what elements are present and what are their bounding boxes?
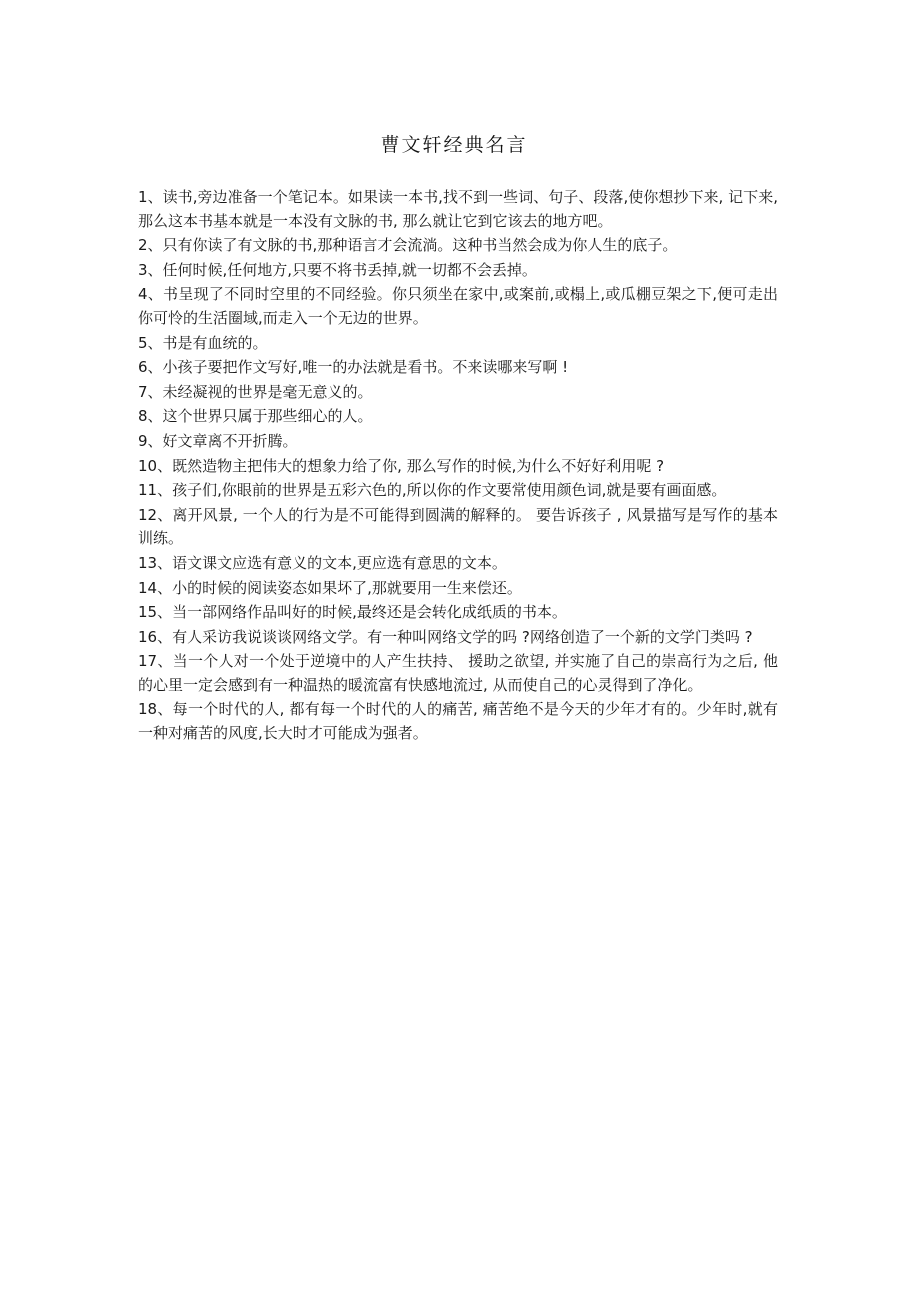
quote-item: 15、当一部网络作品叫好的时候,最终还是会转化成纸质的书本。 xyxy=(138,603,567,622)
quote-item: 18、每一个时代的人, 都有每一个时代的人的痛苦, 痛苦绝不是今天的少年才有的。少年时,就有一种对痛苦的风度,长大时才可能成为强者。 xyxy=(138,700,778,743)
quote-item: 7、未经凝视的世界是毫无意义的。 xyxy=(138,382,373,401)
quote-item: 13、语文课文应选有意义的文本,更应选有意思的文本。 xyxy=(138,553,507,572)
quote-item: 4、书呈现了不同时空里的不同经验。你只须坐在家中,或案前,或榻上,或瓜棚豆架之下,便可走出你可怜的生活圈域,而走入一个无边的世界。 xyxy=(138,285,778,327)
quote-item: 10、既然造物主把伟大的想象力给了你, 那么写作的时候,为什么不好好利用呢 ? xyxy=(138,456,665,475)
quote-item: 16、有人采访我说谈谈网络文学。有一种叫网络文学的吗 ?网络创造了一个新的文学门类吗 ? xyxy=(138,627,753,646)
quote-item: 11、孩子们,你眼前的世界是五彩六色的,所以你的作文要常使用颜色词,就是要有画面感。 xyxy=(138,481,727,500)
quote-item: 3、任何时候,任何地方,只要不将书丢掉,就一切都不会丢掉。 xyxy=(138,260,537,279)
quote-item: 8、这个世界只属于那些细心的人。 xyxy=(138,407,373,426)
quote-item: 6、小孩子要把作文写好,唯一的办法就是看书。不来读哪来写啊 ! xyxy=(138,358,569,377)
quote-item: 17、当一个人对一个处于逆境中的人产生扶持、 援助之欲望, 并实施了自己的崇高行为之后, 他的心里一定会感到有一种温热的暖流富有快感地流过, 从而使自己的心灵得到了净化。 xyxy=(138,652,778,694)
quote-item: 14、小的时候的阅读姿态如果坏了,那就要用一生来偿还。 xyxy=(138,578,522,597)
quote-item: 5、书是有血统的。 xyxy=(138,333,268,352)
quote-item: 2、只有你读了有文脉的书,那种语言才会流淌。这种书当然会成为你人生的底子。 xyxy=(138,236,678,255)
quote-item: 12、离开风景, 一个人的行为是不可能得到圆满的解释的。 要告诉孩子 , 风景描写是写作的基本训练。 xyxy=(138,505,778,548)
document-title: 曹文轩经典名言 xyxy=(380,134,528,156)
quote-list xyxy=(138,186,778,747)
quote-item: 9、好文章离不开折腾。 xyxy=(138,431,298,450)
quote-item: 1、读书,旁边准备一个笔记本。如果读一本书,找不到一些词、句子、段落,使你想抄下来, 记下来, 那么这本书基本就是一本没有文脉的书, 那么就让它到它该去的地方吧。 xyxy=(138,188,778,230)
